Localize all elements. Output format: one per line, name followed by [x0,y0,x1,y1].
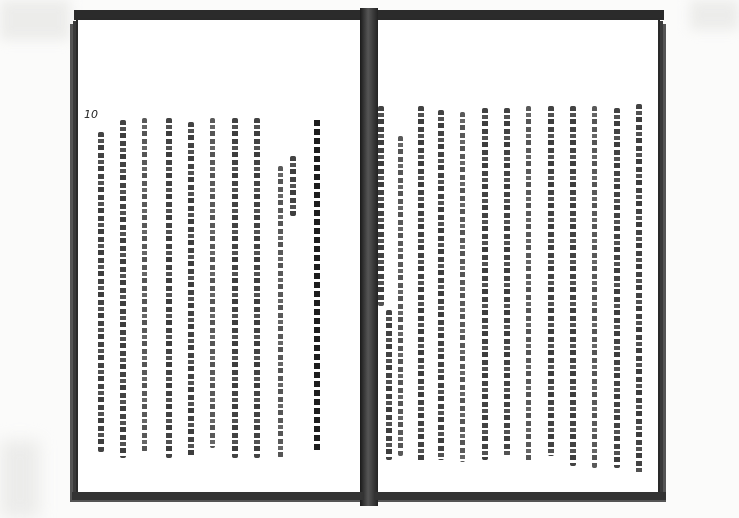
handwritten-text-line [378,106,384,306]
scan-smudge [0,440,40,518]
handwritten-text-line [166,118,172,458]
handwritten-text-line [278,166,283,458]
book-spine [360,8,378,506]
handwritten-text-line [232,118,238,458]
handwritten-text-line [98,132,104,452]
right-page [370,18,660,496]
handwritten-text-line [570,106,576,466]
handwritten-text-line [526,106,531,462]
handwritten-text-line [460,112,465,462]
left-page [76,18,366,496]
handwritten-text-line [398,136,403,456]
handwritten-text-line [142,118,147,452]
handwritten-text-line [120,120,126,458]
handwritten-text-line [482,108,488,460]
handwritten-text-line [418,106,424,462]
handwritten-text-line [386,310,392,460]
handwritten-text-line [290,156,296,216]
handwritten-text-line [254,118,260,458]
scan-smudge [0,0,70,40]
handwritten-text-line [438,110,444,460]
handwritten-text-line [314,120,320,450]
handwritten-text-line [614,108,620,468]
handwritten-text-line [210,118,215,448]
handwritten-text-line [636,104,642,474]
right-page-bottom-edge [374,492,666,500]
left-page-bottom-edge [72,492,364,500]
scan-smudge [690,0,739,30]
handwritten-text-line [592,106,597,468]
open-notebook [70,8,668,506]
handwritten-text-line [504,108,510,456]
page-number: 10 [84,108,98,121]
handwritten-text-line [188,122,194,458]
handwritten-text-line [548,106,554,456]
